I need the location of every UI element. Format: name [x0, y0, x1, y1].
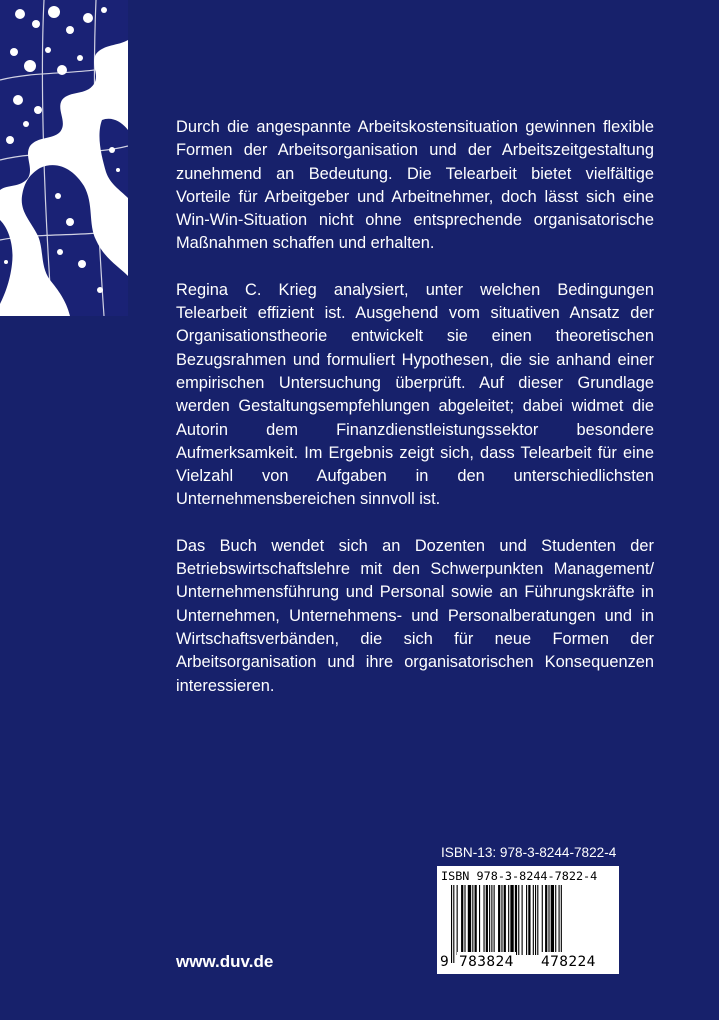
- blurb-paragraph: Regina C. Krieg analysiert, unter welchen Bedingungen Telearbeit effizient ist. Ausgehend vom situativen Ansatz der Organisationstheorie entwickelt sie einen theoretischen Bezugsrahmen und formuliert Hypothesen, die sie anhand einer empirischen Untersuchung überprüft. Auf dieser Grundlage werden Gestaltungsempfehlungen abgeleitet; dabei widmet die Autorin dem Finanzdienstleistungssektor besondere Aufmerksamkeit. Im Ergebnis zeigt sich, dass Telearbeit für eine Vielzahl von Aufgaben in den unterschiedlichsten Unternehmensbereichen sinnvoll ist.: [176, 280, 654, 509]
- barcode-digit-lead: 9: [440, 954, 450, 970]
- barcode-bar: [464, 885, 465, 955]
- barcode-bar: [486, 885, 488, 955]
- barcode-bar: [515, 885, 517, 955]
- barcode-bar: [545, 885, 547, 955]
- barcode-bar: [479, 885, 480, 955]
- barcode-bar: [528, 885, 530, 955]
- barcode-bar: [551, 885, 554, 955]
- barcode-bar: [548, 885, 549, 955]
- barcode-bar: [475, 885, 477, 955]
- barcode-bar: [555, 885, 556, 955]
- barcode-bar: [510, 885, 513, 955]
- barcode-bar: [522, 885, 523, 955]
- barcode-bar: [526, 885, 527, 955]
- blurb-paragraph: Durch die angespannte Arbeitskostensituation gewinnen flexible Formen der Arbeitsorganisation und der Arbeitszeitgestaltung zunehmend an Bedeutung. Die Telearbeit bietet vielfältige Vorteile für Arbeitgeber und Arbeitnehmer, doch lässt sich eine Win-Win-Situation nicht ohne entsprechende organisatorische Maßnahmen schaffen und erhalten.: [176, 118, 654, 253]
- barcode-digits-right: 478224: [541, 954, 596, 970]
- barcode-bar: [498, 885, 500, 955]
- barcode-bar: [542, 885, 543, 955]
- barcode-bar: [472, 885, 473, 955]
- publisher-website: www.duv.de: [176, 952, 274, 971]
- barcode-bar: [489, 885, 490, 955]
- barcode-bar: [468, 885, 471, 955]
- barcode-bar: [457, 885, 458, 955]
- isbn-barcode: [437, 866, 619, 974]
- world-map-icon: [0, 0, 128, 316]
- barcode-bar: [533, 885, 534, 955]
- barcode-bar: [537, 885, 538, 955]
- barcode-digits: [437, 952, 619, 972]
- barcode-bar: [535, 885, 536, 955]
- barcode-bar: [461, 885, 463, 955]
- blurb-text: [176, 116, 654, 721]
- barcode-digits-left: 783824: [459, 954, 514, 970]
- barcode-bar: [483, 885, 484, 955]
- barcode-isbn-text: ISBN 978-3-8244-7822-4: [441, 869, 598, 883]
- barcode-bar: [518, 885, 519, 955]
- barcode-bar: [491, 885, 492, 955]
- isbn-label: ISBN-13: 978-3-8244-7822-4: [441, 845, 617, 860]
- barcode-bar: [494, 885, 495, 955]
- blurb-paragraph: Das Buch wendet sich an Dozenten und Studenten der Betriebswirtschaftslehre mit den Schwerpunkten Management/ Unternehmensführung und Personal sowie an Führungskräfte in Unternehmen, Unternehmens- und Personalberatungen und in Wirtschaftsverbänden, die sich für neue Formen der Arbeitsorganisation und ihre organisatorischen Konsequenzen interessieren.: [176, 536, 654, 695]
- barcode-bar: [501, 885, 502, 955]
